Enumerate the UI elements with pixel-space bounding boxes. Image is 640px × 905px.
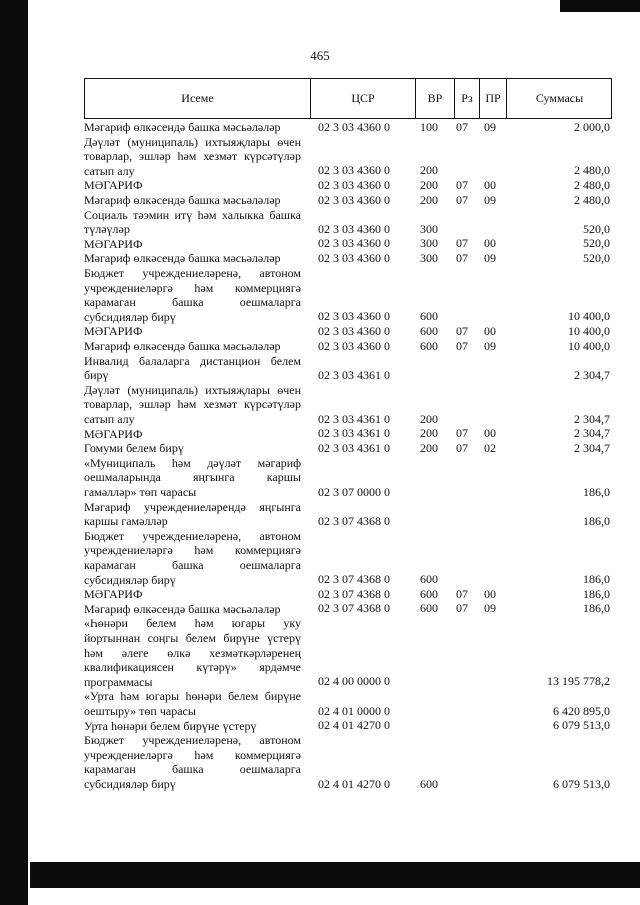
table-row (0, 354, 640, 383)
row-values (0, 674, 640, 689)
row-csr: 02 4 01 4270 0 (318, 776, 390, 791)
row-vr: 200 (420, 163, 438, 178)
row-name-line: субсидияләр бирү (84, 776, 176, 791)
row-name-line: Мәгариф өлкәсендә башка мәсьәләләр (84, 251, 281, 266)
row-name-line: оешмаларында яңгынга каршы (84, 470, 301, 485)
row-csr: 02 3 03 4361 0 (318, 367, 390, 382)
row-rz: 07 (456, 440, 468, 455)
row-rz: 07 (456, 601, 468, 616)
table-row (0, 383, 640, 427)
row-vr: 200 (420, 192, 438, 207)
row-name-line: программасы (84, 674, 153, 689)
row-sum: 520,0 (583, 236, 610, 251)
row-name-line: сатып алу (84, 163, 135, 178)
row-name-line: товарлар, эшләр һәм хезмәт күрсәтүләр (84, 397, 301, 412)
row-values (0, 222, 640, 237)
row-values (0, 251, 640, 266)
row-pr: 09 (484, 250, 496, 265)
table-row (0, 456, 640, 500)
row-name-line: Мәгариф өлкәсендә башка мәсьәләләр (84, 339, 281, 353)
row-name-line: Дәүләт (муниципаль) ихтыяҗлары өчен (84, 134, 301, 149)
row-pr: 09 (484, 601, 496, 616)
header-pr: ПР (485, 91, 501, 105)
row-values (0, 514, 640, 529)
row-csr: 02 3 03 4360 0 (318, 221, 390, 236)
row-name-line: һәм әлеге өлкә хезмәткәрләренең (84, 645, 301, 660)
row-csr: 02 3 07 0000 0 (318, 484, 390, 499)
row-values (0, 572, 640, 587)
row-vr: 600 (420, 323, 438, 338)
row-name-line: карамаган башка оешмаларга (84, 762, 301, 777)
row-rz: 07 (456, 586, 468, 601)
row-name-line: «Муниципаль һәм дәүләт мәгариф (84, 455, 301, 470)
row-values (0, 426, 640, 441)
row-pr: 09 (484, 192, 496, 207)
row-values (0, 120, 640, 135)
row-name-line: гамәлләр» төп чарасы (84, 484, 197, 499)
row-csr: 02 3 03 4360 0 (318, 119, 390, 134)
row-sum: 10 400,0 (568, 309, 610, 324)
row-csr: 02 3 03 4361 0 (318, 411, 390, 426)
row-name-line: субсидияләр бирү (84, 572, 176, 587)
row-values (0, 485, 640, 500)
row-name-line: МӘГАРИФ (84, 178, 143, 193)
row-vr: 600 (420, 309, 438, 324)
header-rz: Рз (461, 91, 473, 105)
row-vr: 600 (420, 601, 438, 616)
row-sum: 10 400,0 (568, 323, 610, 338)
row-sum: 2 480,0 (574, 163, 610, 178)
row-sum: 2 304,7 (574, 440, 610, 455)
table-row (0, 120, 640, 135)
row-name-line: Бюджет учреждениеләренә, автоном (84, 528, 301, 543)
row-values (0, 777, 640, 792)
row-pr: 00 (484, 323, 496, 338)
row-values (0, 339, 640, 354)
row-name-line: карамаган башка оешмаларга (84, 557, 301, 572)
row-csr: 02 4 01 0000 0 (318, 703, 390, 718)
row-values (0, 236, 640, 251)
row-name-line: Мәгариф өлкәсендә башка мәсьәләләр (84, 601, 281, 616)
row-vr: 600 (420, 776, 438, 791)
row-vr: 300 (420, 221, 438, 236)
row-name-line: Бюджет учреждениеләренә, автоном (84, 733, 301, 748)
table-row (0, 237, 640, 252)
row-name-line: Мәгариф учреждениеләрендә яңгынга (84, 499, 301, 514)
row-name-line: Гомуми белем бирү (84, 441, 184, 456)
row-name-line: Дәүләт (муниципаль) ихтыяҗлары өчен (84, 382, 301, 397)
scan-edge-bottom (30, 862, 640, 888)
row-pr: 00 (484, 236, 496, 251)
row-csr: 02 3 03 4360 0 (318, 192, 390, 207)
table-row (0, 135, 640, 179)
row-values (0, 178, 640, 193)
row-sum: 520,0 (583, 221, 610, 236)
row-csr: 02 3 03 4361 0 (318, 426, 390, 441)
row-values (0, 441, 640, 456)
row-values (0, 587, 640, 602)
row-name-line: Бюджет учреждениеләренә, автоном (84, 266, 301, 280)
table-row (0, 441, 640, 456)
row-sum: 10 400,0 (568, 338, 610, 353)
row-name-line: Мәгариф өлкәсендә башка мәсьәләләр (84, 120, 281, 134)
row-name-line: Урта һөнәри белем бирүне үстерү (84, 718, 257, 733)
row-pr: 00 (484, 426, 496, 441)
row-vr: 300 (420, 250, 438, 265)
header-name: Исеме (181, 91, 214, 105)
row-csr: 02 3 03 4360 0 (318, 309, 390, 324)
row-name-line: учреждениеләргә һәм коммерциягә (84, 543, 301, 558)
row-pr: 00 (484, 586, 496, 601)
row-csr: 02 3 03 4360 0 (318, 338, 390, 353)
row-csr: 02 3 03 4360 0 (318, 163, 390, 178)
row-csr: 02 3 07 4368 0 (318, 572, 390, 587)
row-vr: 100 (420, 119, 438, 134)
table-row (0, 324, 640, 339)
row-pr: 02 (484, 440, 496, 455)
row-csr: 02 4 00 0000 0 (318, 674, 390, 689)
page-number: 465 (310, 48, 330, 63)
row-sum: 6 079 513,0 (553, 776, 610, 791)
row-name-line: сатып алу (84, 411, 135, 426)
row-sum: 186,0 (583, 572, 610, 587)
table-row (0, 500, 640, 529)
row-name-line: квалификациясен күтәрү» ярдәмче (84, 660, 301, 675)
row-rz: 07 (456, 119, 468, 134)
row-csr: 02 3 03 4360 0 (318, 250, 390, 265)
row-vr: 200 (420, 426, 438, 441)
row-name-line: учреждениеләргә һәм коммерциягә (84, 280, 301, 295)
table-row (0, 193, 640, 208)
row-name-line: каршы гамәлләр (84, 514, 168, 529)
row-sum: 186,0 (583, 586, 610, 601)
row-name-line: йортыннан соңгы белем бирүне үстерү (84, 630, 301, 645)
row-name-line: «Урта һәм югары һөнәри белем бирүне (84, 689, 301, 704)
table-row (0, 719, 640, 734)
row-vr: 600 (420, 338, 438, 353)
row-values (0, 601, 640, 616)
row-pr: 00 (484, 177, 496, 192)
row-name-line: карамаган башка оешмаларга (84, 295, 301, 310)
row-sum: 2 000,0 (574, 119, 610, 134)
row-values (0, 193, 640, 208)
row-name-line: «Һөнәри белем һәм югары уку (84, 616, 301, 631)
row-sum: 2 304,7 (574, 367, 610, 382)
row-name-line: Социаль тәэмин итү һәм халыкка башка (84, 207, 301, 222)
row-name-line: бирү (84, 368, 109, 383)
row-csr: 02 3 03 4360 0 (318, 236, 390, 251)
row-sum: 186,0 (583, 484, 610, 499)
row-name-line: МӘГАРИФ (84, 587, 143, 602)
table-row (0, 208, 640, 237)
row-csr: 02 3 03 4361 0 (318, 440, 390, 455)
row-rz: 07 (456, 426, 468, 441)
table-row (0, 339, 640, 354)
table-row (0, 733, 640, 791)
header-sum: Суммасы (535, 91, 584, 105)
row-csr: 02 3 07 4368 0 (318, 601, 390, 616)
row-sum: 6 079 513,0 (553, 718, 610, 733)
row-rz: 07 (456, 338, 468, 353)
row-values (0, 163, 640, 178)
row-sum: 2 304,7 (574, 411, 610, 426)
row-values (0, 718, 640, 733)
row-pr: 09 (484, 119, 496, 134)
table-row (0, 689, 640, 718)
table-row (0, 266, 640, 324)
table-row (0, 602, 640, 617)
row-name-line: МӘГАРИФ (84, 236, 143, 251)
row-name-line: товарлар, эшләр һәм хезмәт күрсәтүләр (84, 149, 301, 164)
table-row (0, 178, 640, 193)
scan-edge-top (560, 0, 640, 12)
row-sum: 520,0 (583, 250, 610, 265)
row-name-line: учреждениеләргә һәм коммерциягә (84, 747, 301, 762)
row-name-line: Инвалид балаларга дистанцион белем (84, 353, 301, 368)
row-vr: 300 (420, 236, 438, 251)
row-rz: 07 (456, 323, 468, 338)
row-rz: 07 (456, 250, 468, 265)
row-sum: 6 420 895,0 (553, 703, 610, 718)
row-sum: 2 480,0 (574, 177, 610, 192)
row-values (0, 309, 640, 324)
table-row (0, 529, 640, 587)
row-vr: 600 (420, 572, 438, 587)
row-vr: 200 (420, 411, 438, 426)
row-sum: 186,0 (583, 513, 610, 528)
table-row (0, 251, 640, 266)
header-csr: ЦСР (351, 91, 375, 105)
table-row (0, 616, 640, 689)
row-name-line: МӘГАРИФ (84, 324, 143, 339)
row-rz: 07 (456, 192, 468, 207)
row-csr: 02 3 07 4368 0 (318, 586, 390, 601)
row-name-line: МӘГАРИФ (84, 426, 143, 441)
row-rz: 07 (456, 177, 468, 192)
header-vr: ВР (427, 91, 443, 105)
table-row (0, 587, 640, 602)
row-rz: 07 (456, 236, 468, 251)
row-vr: 200 (420, 440, 438, 455)
row-name-line: субсидияләр бирү (84, 309, 176, 324)
row-csr: 02 3 07 4368 0 (318, 513, 390, 528)
table-header (84, 78, 612, 119)
row-sum: 13 195 778,2 (547, 674, 610, 689)
table-row (0, 427, 640, 442)
row-csr: 02 3 03 4360 0 (318, 323, 390, 338)
row-name-line: Мәгариф өлкәсендә башка мәсьәләләр (84, 193, 281, 207)
row-values (0, 324, 640, 339)
row-pr: 09 (484, 338, 496, 353)
row-sum: 2 304,7 (574, 426, 610, 441)
row-vr: 600 (420, 586, 438, 601)
row-csr: 02 4 01 4270 0 (318, 718, 390, 733)
row-values (0, 412, 640, 427)
row-sum: 2 480,0 (574, 192, 610, 207)
row-values (0, 368, 640, 383)
row-values (0, 704, 640, 719)
row-name-line: оештыру» төп чарасы (84, 703, 196, 718)
row-sum: 186,0 (583, 601, 610, 616)
row-csr: 02 3 03 4360 0 (318, 177, 390, 192)
row-vr: 200 (420, 177, 438, 192)
row-name-line: түләүләр (84, 222, 130, 237)
